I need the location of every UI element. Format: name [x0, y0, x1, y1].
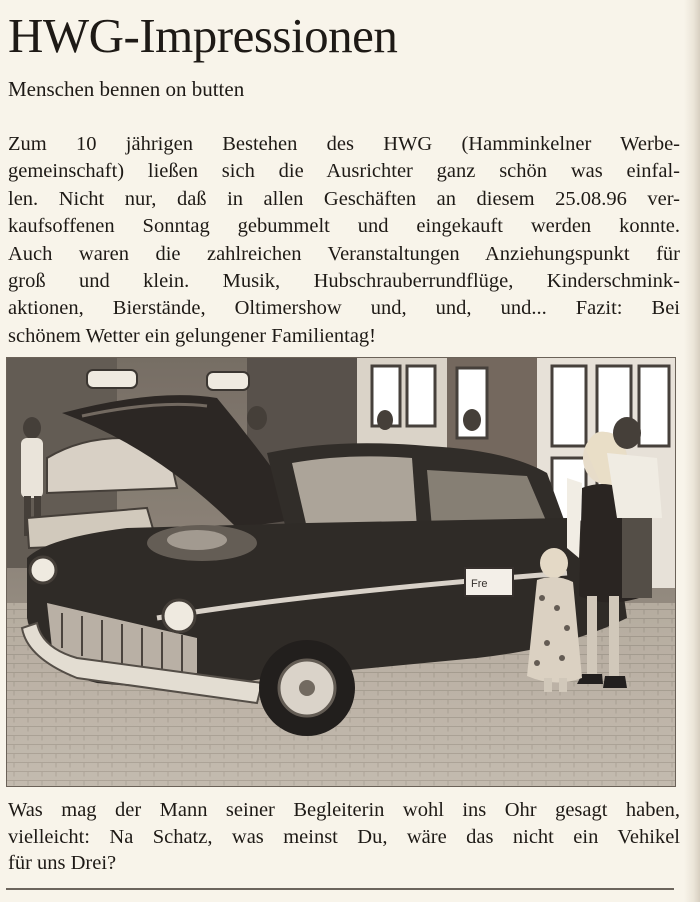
photo-caption: [8, 797, 680, 877]
article-headline: HWG-Impressionen: [8, 8, 398, 63]
body-line: schönem Wetter ein gelungener Familientag!: [8, 324, 376, 347]
body-line: gemeinschaft) ließen sich die Ausrichter ganz schön was einfal-: [8, 160, 680, 183]
photo-illustration: [7, 358, 675, 786]
article-body: [8, 131, 680, 350]
body-line: Zum 10 jährigen Bestehen des HWG (Hamminkelner Werbe-: [8, 133, 680, 155]
body-line: Auch waren die zahlreichen Veranstaltungen Anziehungspunkt für: [8, 242, 680, 265]
caption-line: Was mag der Mann seiner Begleiterin wohl ins Ohr gesagt haben,: [8, 799, 680, 821]
svg-text:Fre: Fre: [471, 578, 488, 590]
body-line: kaufsoffenen Sonntag gebummelt und eingekauft werden konnte.: [8, 215, 680, 238]
caption-line: vielleicht: Na Schatz, was meinst Du, wäre das nicht ein Vehikel: [8, 825, 680, 848]
body-line: groß und klein. Musik, Hubschrauberrundflüge, Kinderschmink-: [8, 269, 680, 292]
caption-line: für uns Drei?: [8, 852, 117, 874]
article-photo: [6, 357, 676, 787]
article-subheadline: Menschen bennen on butten: [8, 77, 245, 101]
body-line: len. Nicht nur, daß in allen Geschäften an diesem 25.08.96 ver-: [8, 187, 680, 210]
bottom-rule: [6, 888, 674, 890]
body-line: aktionen, Bierstände, Oltimershow und, und, und... Fazit: Bei: [8, 297, 680, 320]
paper-edge-shadow: [684, 0, 700, 902]
